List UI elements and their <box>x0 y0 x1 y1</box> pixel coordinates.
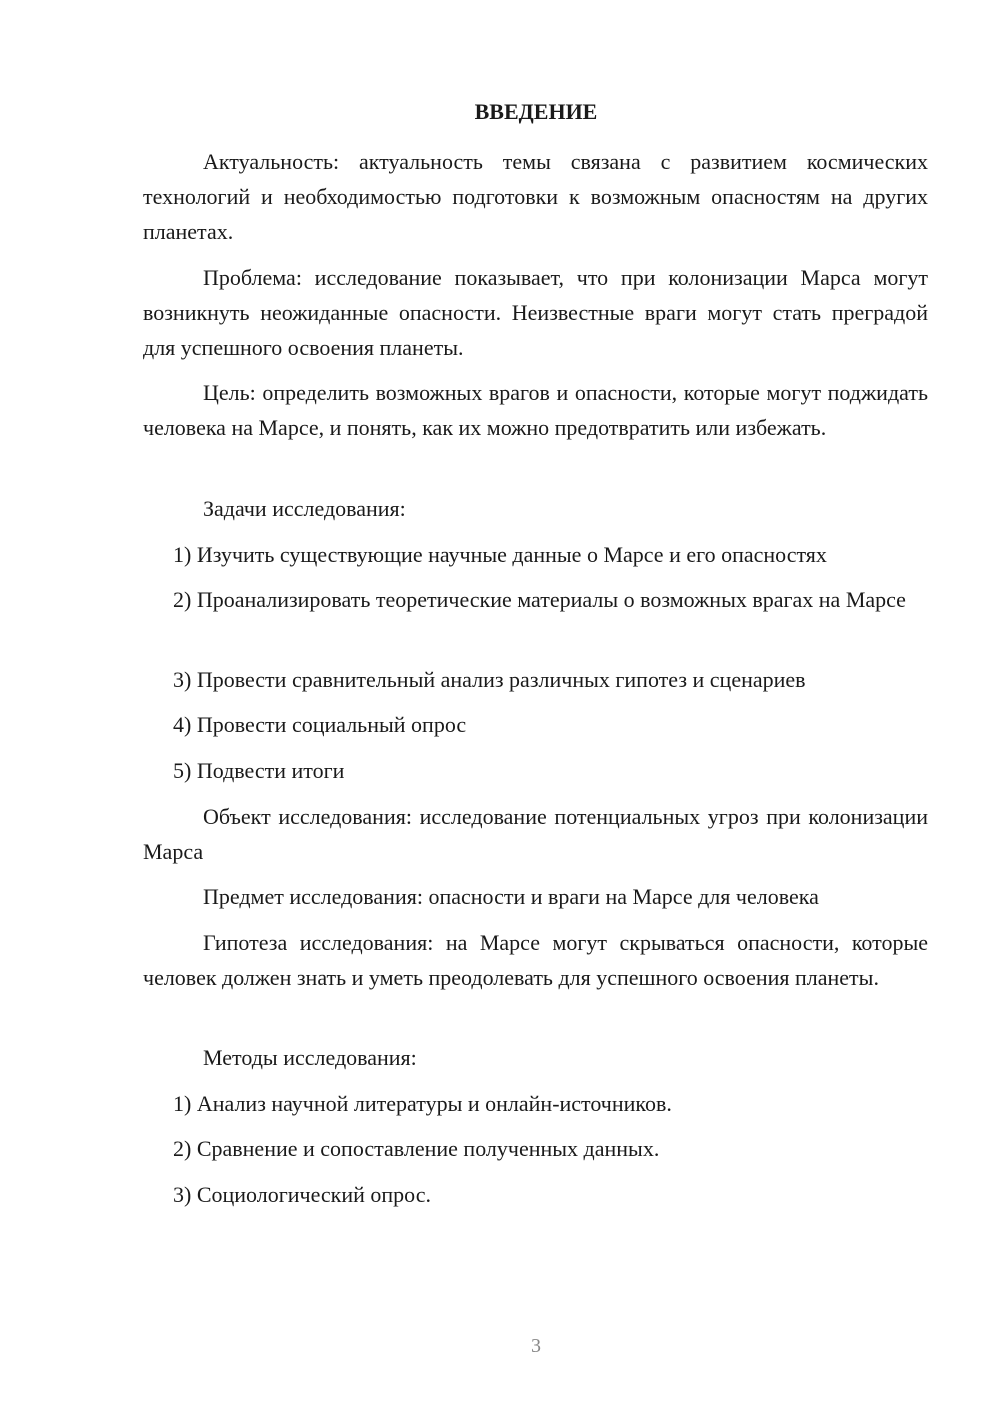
paragraph-object: Объект исследования: исследование потенциальных угроз при колонизации Марса <box>143 804 928 864</box>
paragraph-methods-heading: Методы исследования: <box>203 1045 417 1070</box>
page-number: 3 <box>531 1335 541 1357</box>
paragraph-tasks-heading: Задачи исследования: <box>203 496 406 521</box>
method-item-3: 3) Социологический опрос. <box>173 1182 431 1207</box>
paragraph-subject: Предмет исследования: опасности и враги на Марсе для человека <box>203 884 819 909</box>
paragraph-goal: Цель: определить возможных врагов и опасности, которые могут поджидать человека на Марсе, и понять, как их можно предотвратить или избежать. <box>143 380 928 440</box>
task-item-5: 5) Подвести итоги <box>173 758 345 783</box>
method-item-1: 1) Анализ научной литературы и онлайн-источников. <box>173 1091 672 1116</box>
task-item-4: 4) Провести социальный опрос <box>173 712 467 737</box>
task-item-2: 2) Проанализировать теоретические материалы о возможных врагах на Марсе <box>173 587 906 612</box>
paragraph-hypothesis: Гипотеза исследования: на Марсе могут скрываться опасности, которые человек должен знать и уметь преодолевать для успешного освоения планеты. <box>143 930 928 990</box>
method-item-2: 2) Сравнение и сопоставление полученных данных. <box>173 1136 660 1161</box>
paragraph-problem: Проблема: исследование показывает, что при колонизации Марса могут возникнуть неожиданные опасности. Неизвестные враги могут стать преградой для успешного освоения планеты. <box>143 265 928 360</box>
task-item-3: 3) Провести сравнительный анализ различных гипотез и сценариев <box>173 667 806 692</box>
task-item-1: 1) Изучить существующие научные данные о Марсе и его опасностях <box>173 542 827 567</box>
section-title: ВВЕДЕНИЕ <box>474 99 598 124</box>
paragraph-relevance: Актуальность: актуальность темы связана с развитием космических технологий и необходимостью подготовки к возможным опасностям на других планетах. <box>143 149 928 244</box>
